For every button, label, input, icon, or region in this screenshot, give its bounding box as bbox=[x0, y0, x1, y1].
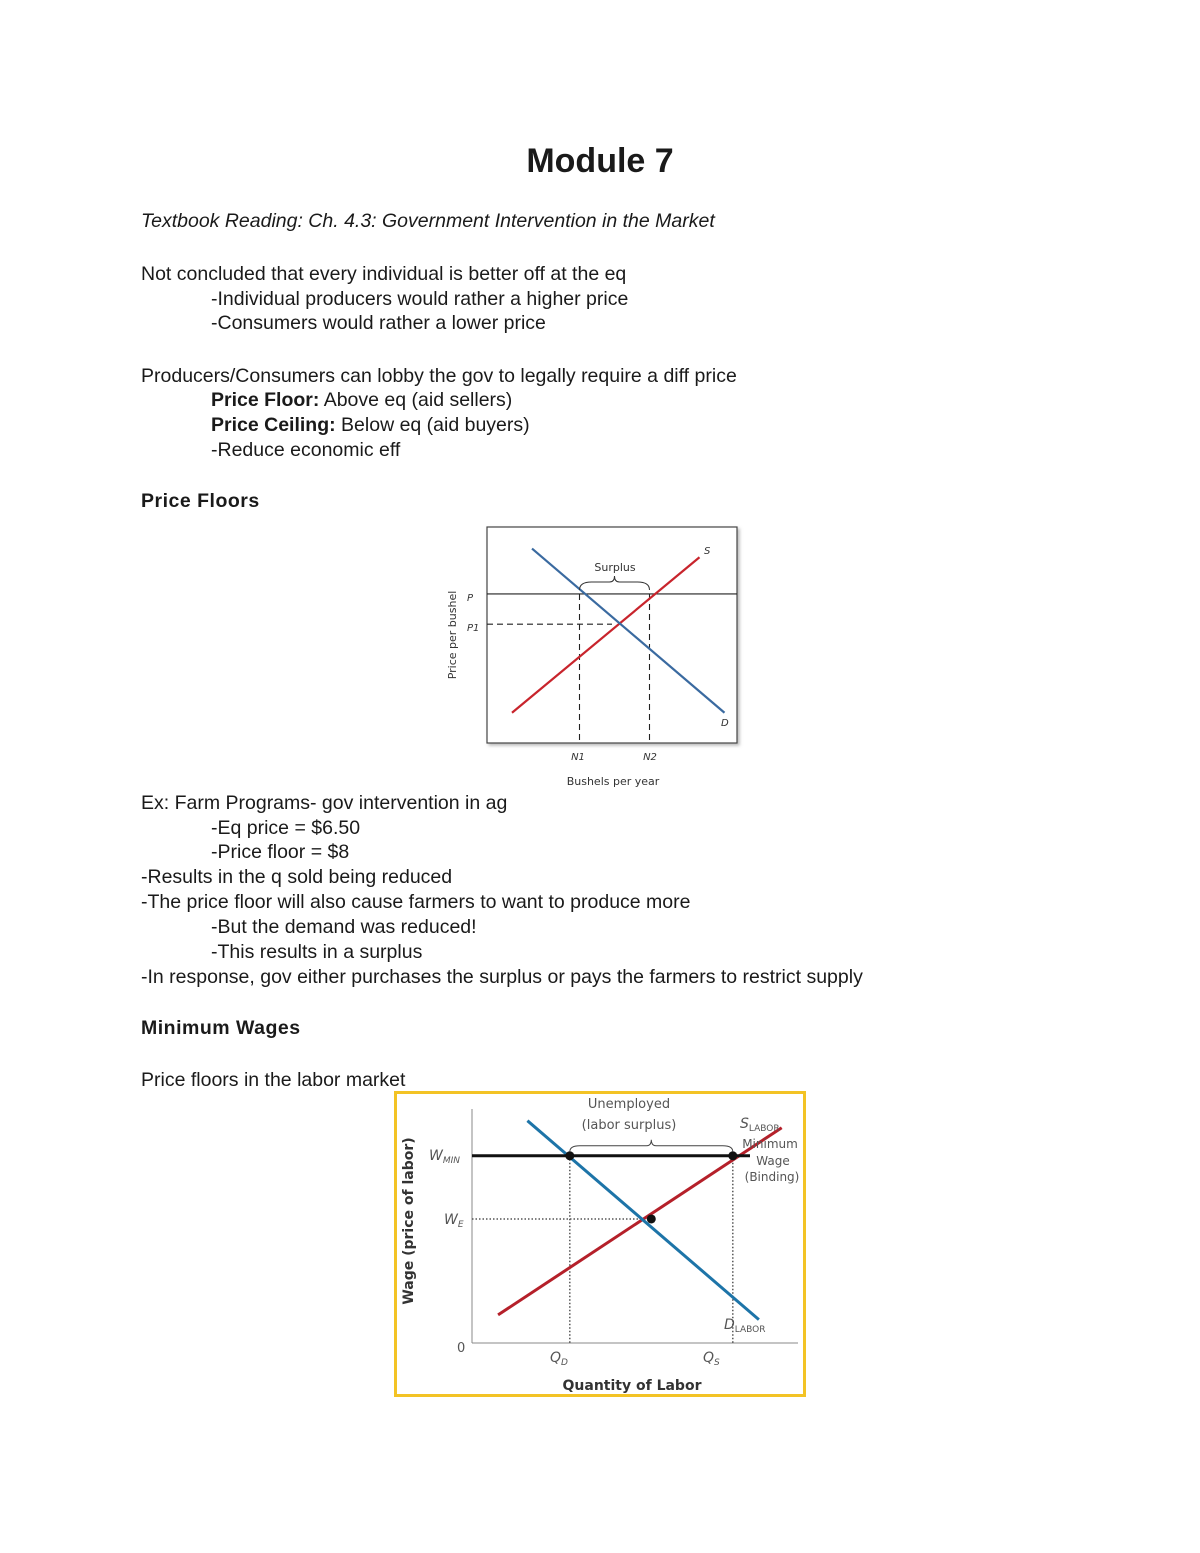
y-tick-p1: P1 bbox=[467, 623, 480, 634]
reading-line: Textbook Reading: Ch. 4.3: Government Intervention in the Market bbox=[141, 210, 715, 232]
demand-curve-label: D bbox=[721, 718, 729, 729]
surplus-label: Surplus bbox=[594, 561, 636, 574]
y-tick-we-letter: W bbox=[444, 1212, 458, 1228]
min-wage-label: Minimum bbox=[742, 1137, 798, 1151]
x-tick-qs-letter: Q bbox=[703, 1350, 715, 1366]
x-tick-qd-letter: Q bbox=[550, 1350, 562, 1366]
lobby-effect: -Reduce economic eff bbox=[211, 439, 401, 461]
supply-labor-sub: LABOR bbox=[748, 1124, 780, 1134]
minimum-wage-chart bbox=[394, 1091, 806, 1397]
farm-subpoint: -This results in a surplus bbox=[211, 941, 423, 963]
min-wage-label: Wage bbox=[756, 1154, 790, 1168]
y-tick-wmin-letter: W bbox=[429, 1148, 443, 1164]
unemployed-label: Unemployed bbox=[587, 1097, 671, 1112]
lobby-line: Producers/Consumers can lobby the gov to legally require a diff price bbox=[141, 365, 737, 387]
x-tick-qs-sub: S bbox=[714, 1358, 720, 1368]
price-floor-chart-svg bbox=[446, 527, 737, 788]
price-floor-definition bbox=[211, 388, 512, 413]
farm-line: Ex: Farm Programs- gov intervention in ag bbox=[141, 792, 508, 814]
equilibrium-point bbox=[647, 1214, 656, 1223]
section-heading-minimum-wages: Minimum Wages bbox=[141, 1017, 301, 1039]
y-axis-label: Price per bushel bbox=[446, 590, 459, 680]
price-floor-text: Above eq (aid sellers) bbox=[319, 389, 513, 411]
y-tick-we-sub: E bbox=[457, 1220, 464, 1230]
supply-curve-label: S bbox=[704, 546, 711, 557]
x-tick-qd-sub: D bbox=[561, 1358, 568, 1368]
price-floor-term: Price Floor: bbox=[211, 389, 320, 411]
intro-bullet: -Individual producers would rather a higher price bbox=[211, 288, 629, 310]
farm-point: -The price floor will also cause farmers to want to produce more bbox=[141, 891, 691, 913]
demand-labor-letter: D bbox=[724, 1317, 735, 1333]
price-floor-chart bbox=[446, 527, 737, 788]
chart-frame bbox=[487, 527, 737, 743]
demand-labor-sub: LABOR bbox=[734, 1325, 766, 1335]
farm-floor-price: -Price floor = $8 bbox=[211, 841, 350, 863]
x-axis-label: Quantity of Labor bbox=[562, 1378, 702, 1394]
intro-line: Not concluded that every individual is better off at the eq bbox=[141, 263, 627, 285]
x-axis-label: Bushels per year bbox=[566, 775, 660, 788]
price-ceiling-term: Price Ceiling: bbox=[211, 414, 336, 436]
y-tick-wmin-sub: MIN bbox=[442, 1156, 460, 1166]
section-heading-price-floors: Price Floors bbox=[141, 490, 260, 512]
x-tick-n2: N2 bbox=[643, 752, 657, 763]
origin-label: 0 bbox=[457, 1341, 466, 1356]
supply-labor-letter: S bbox=[740, 1116, 749, 1132]
page-title: Module 7 bbox=[526, 142, 674, 180]
qs-intersection-point bbox=[728, 1151, 737, 1160]
min-wage-line: Price floors in the labor market bbox=[141, 1069, 406, 1091]
farm-eq-price: -Eq price = $6.50 bbox=[211, 817, 361, 839]
farm-point: -In response, gov either purchases the surplus or pays the farmers to restrict supply bbox=[141, 966, 863, 988]
farm-subpoint: -But the demand was reduced! bbox=[211, 916, 477, 938]
farm-point: -Results in the q sold being reduced bbox=[141, 866, 453, 888]
qd-intersection-point bbox=[565, 1151, 574, 1160]
min-wage-label: (Binding) bbox=[744, 1170, 800, 1184]
minimum-wage-chart-svg bbox=[394, 1091, 806, 1397]
x-tick-n1: N1 bbox=[571, 752, 585, 763]
price-ceiling-text: Below eq (aid buyers) bbox=[335, 414, 530, 436]
intro-bullet: -Consumers would rather a lower price bbox=[211, 312, 546, 334]
y-axis-label: Wage (price of labor) bbox=[401, 1137, 417, 1305]
price-ceiling-definition bbox=[211, 413, 530, 438]
labor-surplus-label: (labor surplus) bbox=[581, 1118, 677, 1133]
y-tick-p: P bbox=[467, 593, 474, 604]
